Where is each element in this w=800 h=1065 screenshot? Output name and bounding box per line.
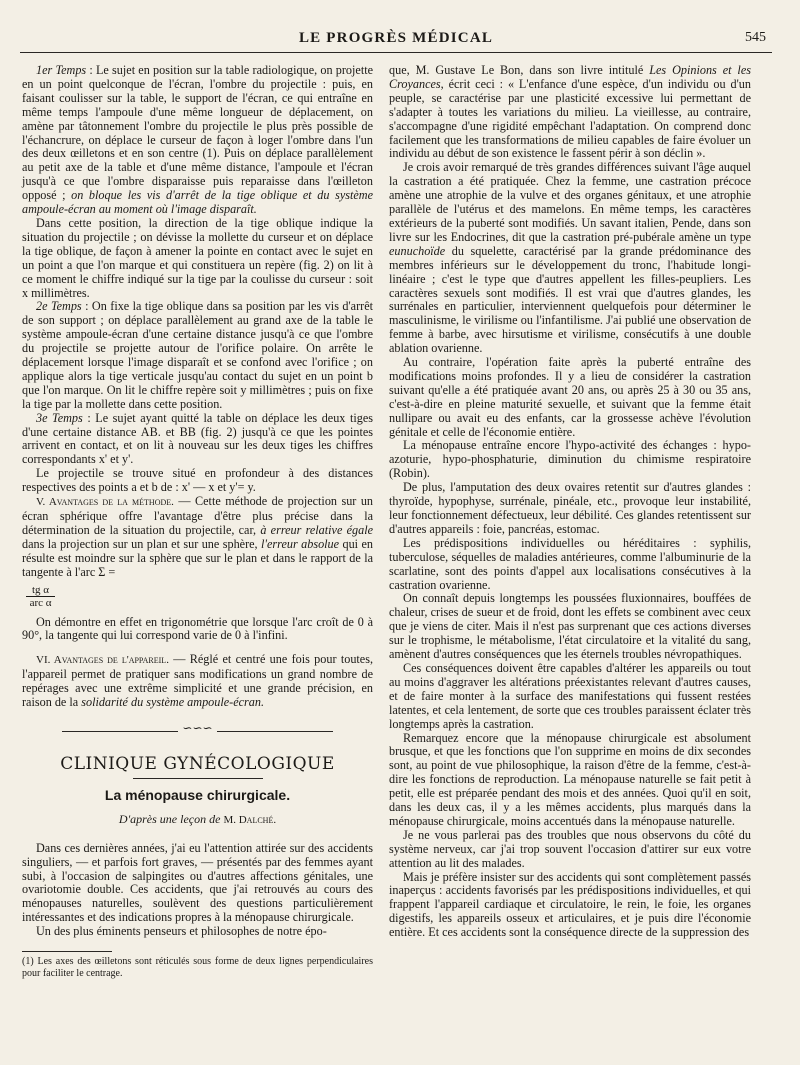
paragraph: Mais je préfère insister sur des accidents qui sont complètement passés inaperçus : accidents favorisés par les prédispositions individuelles, et qui frappent l'appareil cardiaque et circulatoire, le rein, le foie, les organes digestifs, les appareils osseux et articulaires, et je puis dire l'économie entière. Et ces accidents sont la conséquence directe de la suppression des (389, 869, 751, 940)
paragraph: On connaît depuis longtemps les poussées fluxionnaires, bouffées de chaleur, crises de sueur et de froid, dont les effets se combinent avec ceux que je viens de citer. Mais il n'est pas surprenant que ces actions diverses sur le trophisme, le métabolisme, l'état circulatoire et la vitalité du sang, amènent d'autres conséquences que les éternels troubles névropathiques. (389, 591, 751, 662)
footnote-rule (22, 951, 112, 952)
paragraph: Dans ces dernières années, j'ai eu l'attention attirée sur des accidents singuliers, — et parfois fort graves, — présentés par des femmes ayant subi, à l'occasion de salpingites ou d'autres affections génitales, une ovariotomie double. Ces accidents, que j'ai retrouvés au cours des ménopauses naturelles, soulèvent des questions particulièrement intéressantes et des indications propres à la ménopause chirurgicale. (22, 840, 373, 925)
section-separator (22, 722, 373, 740)
step-label: 3e Temps (36, 410, 83, 425)
paragraph: On démontre en effet en trigonométrie que lorsque l'arc croît de 0 à 90°, la tangente qui lui correspond varie de 0 à l'infini. (22, 614, 373, 643)
left-column (22, 64, 373, 980)
paragraph: Un des plus éminents penseurs et philosophes de notre épo- (36, 924, 327, 939)
paragraph: La ménopause entraîne encore l'hypo-activité des échanges : hypo-azoturie, hypo-phosphaturie, diminution du chimisme respiratoire (Robin). (389, 438, 751, 481)
step-label: 2e Temps (36, 299, 82, 314)
paragraph: Je ne vous parlerai pas des troubles que nous observons du côté du système nerveux, car j'ai trop souvent l'occasion d'attirer sur eux votre attention au lit des malades. (389, 827, 751, 870)
paragraph: que, M. Gustave Le Bon, dans son livre intitulé Les Opinions et les Croyances, écrit ceci : « L'enfance d'une espèce, d'un individu ou d'un peuple, se caractérise par une plasticité excessive lui permettant de s'adapter à toutes les variations du milieu. La vieillesse, au contraire, s'accompagne d'une rigidité empêchant l'adaptation. On comprend donc facilement que les transformations de milieu capables de faire évoluer un individu au début de son existence le fassent périr à son déclin ». (389, 63, 751, 161)
journal-title: LE PROGRÈS MÉDICAL (298, 30, 494, 46)
fraction-denominator: arc α (29, 597, 52, 610)
paragraph: Je crois avoir remarqué de très grandes différences suivant l'âge auquel la castration a été pratiquée. Chez la femme, une castration précoce amène une atrophie de la vulve et des organes génitaux, et une atrophie parallèle de l'utérus et des mamelons. En même temps, les caractères extérieurs de la puberté sont modifiés. Un savant italien, Pende, dans son livre sur les Endocrines, dit que la castration pré-pubérale amène un type eunuchoïde du squelette, caractérisé par la grande prédominance des membres inférieurs sur le développement du tronc, l'habitude longi-linéaire ; c'est le type que d'autres appellent les filles-peupliers. Les caractères sexuels sont modifiés. Il est vrai que d'autres glandes, les surrénales en particulier, interviennent quelquefois pour déterminer le masculinisme, le virilisme ou l'infantilisme. J'ai publié une observation de femme à barbe, avec hirsutisme et virilisme, consécutifs à une double ablation ovarienne. (389, 160, 751, 356)
paragraph: Le projectile se trouve situé en profondeur à des distances respectives des points a et b de : x' — x et y'= y. (22, 466, 373, 495)
formula (22, 582, 373, 612)
paragraph: V. Avantages de la méthode. — Cette méthode de projection sur un écran sphérique offre l'avantage d'être plus précise dans la détermination de la situation du projectile, car, à erreur relative égale dans la projection sur un plan et sur une sphère, l'erreur absolue qui en résulte est moindre sur la sphère que sur le plan et dans le rapport de la tangente à l'arc Σ = (22, 494, 374, 579)
byline: D'après une leçon de M. Dalché. (118, 811, 277, 826)
paragraph: Ces conséquences doivent être capables d'altérer les appareils ou tout au moins d'aggraver les altérations préexistantes relevant d'autres causes, et de faire monter à la surface des manifestations qui fussent restées latentes, et cela lentement, de sorte que ces troubles paraissent éclater très longtemps après la castration. (389, 660, 751, 731)
paragraph: 1er Temps : Le sujet en position sur la table radiologique, on projette en un point quelconque de l'écran, l'ombre du projectile : puis, en faisant coulisser sur la table, le support de l'écran, ce qui entraîne en même temps l'ampoule d'une même longueur de déplacement, on amène par tâtonnement l'ombre du projectile le plus près possible de l'échancrure, on déplace le curseur de façon à loger l'ombre dans l'un des deux œilletons et en son centre (1). Puis on déplace parallèlement au petit axe de la table et d'une même distance, l'ampoule et l'écran jusqu'à ce que l'ombre disparaisse puis reparaisse dans l'œilleton opposé ; on bloque les vis d'arrêt de la tige oblique et du système ampoule-écran au moment où l'image disparaît. (22, 63, 374, 217)
article-title: La ménopause chirurgicale. (104, 786, 291, 803)
paragraph: Les prédispositions individuelles ou héréditaires : syphilis, tuberculose, séquelles de maladies antérieures, comme l'albuminurie de la scarlatine, sont des points d'appel aux localisations consécutives à la castration ovarienne. (389, 535, 751, 592)
page-number: 545 (745, 30, 766, 45)
fraction (26, 584, 55, 609)
heading-rule (133, 778, 263, 779)
paragraph: De plus, l'amputation des deux ovaires retentit sur d'autres glandes : thyroïde, hypophyse, surrénale, pinéale, etc., provoque leur instabilité, leur fonctionnement défectueux, leur débilité. Ces glandes retentissent sur d'autres appareils : foie, pancréas, estomac. (389, 480, 751, 536)
paragraph: 2e Temps : On fixe la tige oblique dans sa position par les vis d'arrêt de son support ; on déplace parallèlement au grand axe de la table le système ampoule-écran d'une certaine distance jusqu'à ce que l'ombre du projectile se projette autour de l'orifice polaire. On arrête le déplacement lorsque l'image disparaît et se confond avec l'orifice ; on applique alors la tige verticale jusqu'au contact du sujet en un point b que l'on marque. On lit le chiffre repère soit y millimètres ; puis on fixe la tige par la mollette dans cette position. (22, 299, 373, 411)
author-name: M. Dalché. (223, 813, 277, 826)
page-header (20, 26, 772, 53)
section-label: VI. Avantages de l'appareil. (36, 654, 169, 667)
section-heading: CLINIQUE GYNÉCOLOGIQUE (60, 753, 335, 774)
step-label: 1er Temps (36, 63, 87, 77)
paragraph: Dans cette position, la direction de la tige oblique indique la situation du projectile ; on dévisse la mollette du curseur et on déplace la tige oblique, de façon à amener la pointe en contact avec le sujet en un point a que l'on marque et qui constituera un repère (fig. 2) on lit à ce moment le chiffre indiqué sur la tige par la coulisse du curseur : soit x millimètres. (22, 215, 373, 300)
footnote: (1) Les axes des œilletons sont réticulés sous forme de deux lignes perpendiculaires pour faciliter le centrage. (22, 956, 373, 980)
section-label: V. Avantages de la méthode. (36, 496, 174, 509)
paragraph: VI. Avantages de l'appareil. — Réglé et centré une fois pour toutes, l'appareil permet de pratiquer sans modifications un grand nombre de repérages avec une extrême simplicité et une grande précision, en raison de la solidarité du système ampoule-écran. (22, 652, 373, 710)
fraction-numerator: tg α (26, 584, 55, 597)
paragraph: 3e Temps : Le sujet ayant quitté la table on déplace les deux tiges d'une certaine distance AB. et BB (fig. 2) jusqu'à ce que les pointes arrivent en contact, et on lit à nouveau sur les deux tiges les chiffres correspondants x' et y'. (22, 410, 373, 467)
ornament: ∽∽∽ (178, 721, 216, 735)
paragraph: Remarquez encore que la ménopause chirurgicale est absolument brusque, et que les fonctions que l'on supprime en moins de dix secondes sont, au point de vue philosophique, la raison d'être de la femme, c'est-à-dire les fonctions de reproduction. La ménopause naturelle se fait petit à petit, elle est préparée pendant des mois et des années. Quoi qu'il en soit, dans les deux cas, il y a les mêmes accidents, plus marqués dans la ménopause chirurgicale, moins accentués dans la ménopause naturelle. (389, 730, 751, 828)
right-column (389, 64, 751, 940)
paragraph: Au contraire, l'opération faite après la puberté entraîne des modifications moins profondes. Il y a lieu de considérer la castration suivant qu'elle a été pratiquée avant 20 ans, ou après 25 à 30 ou 35 ans, c'est-à-dire en pleine maturité sexuelle, et suivant que la femme était nullipare ou avait eu des enfants, car la grossesse achève l'évolution génitale et celle de l'économie entière. (389, 355, 751, 439)
